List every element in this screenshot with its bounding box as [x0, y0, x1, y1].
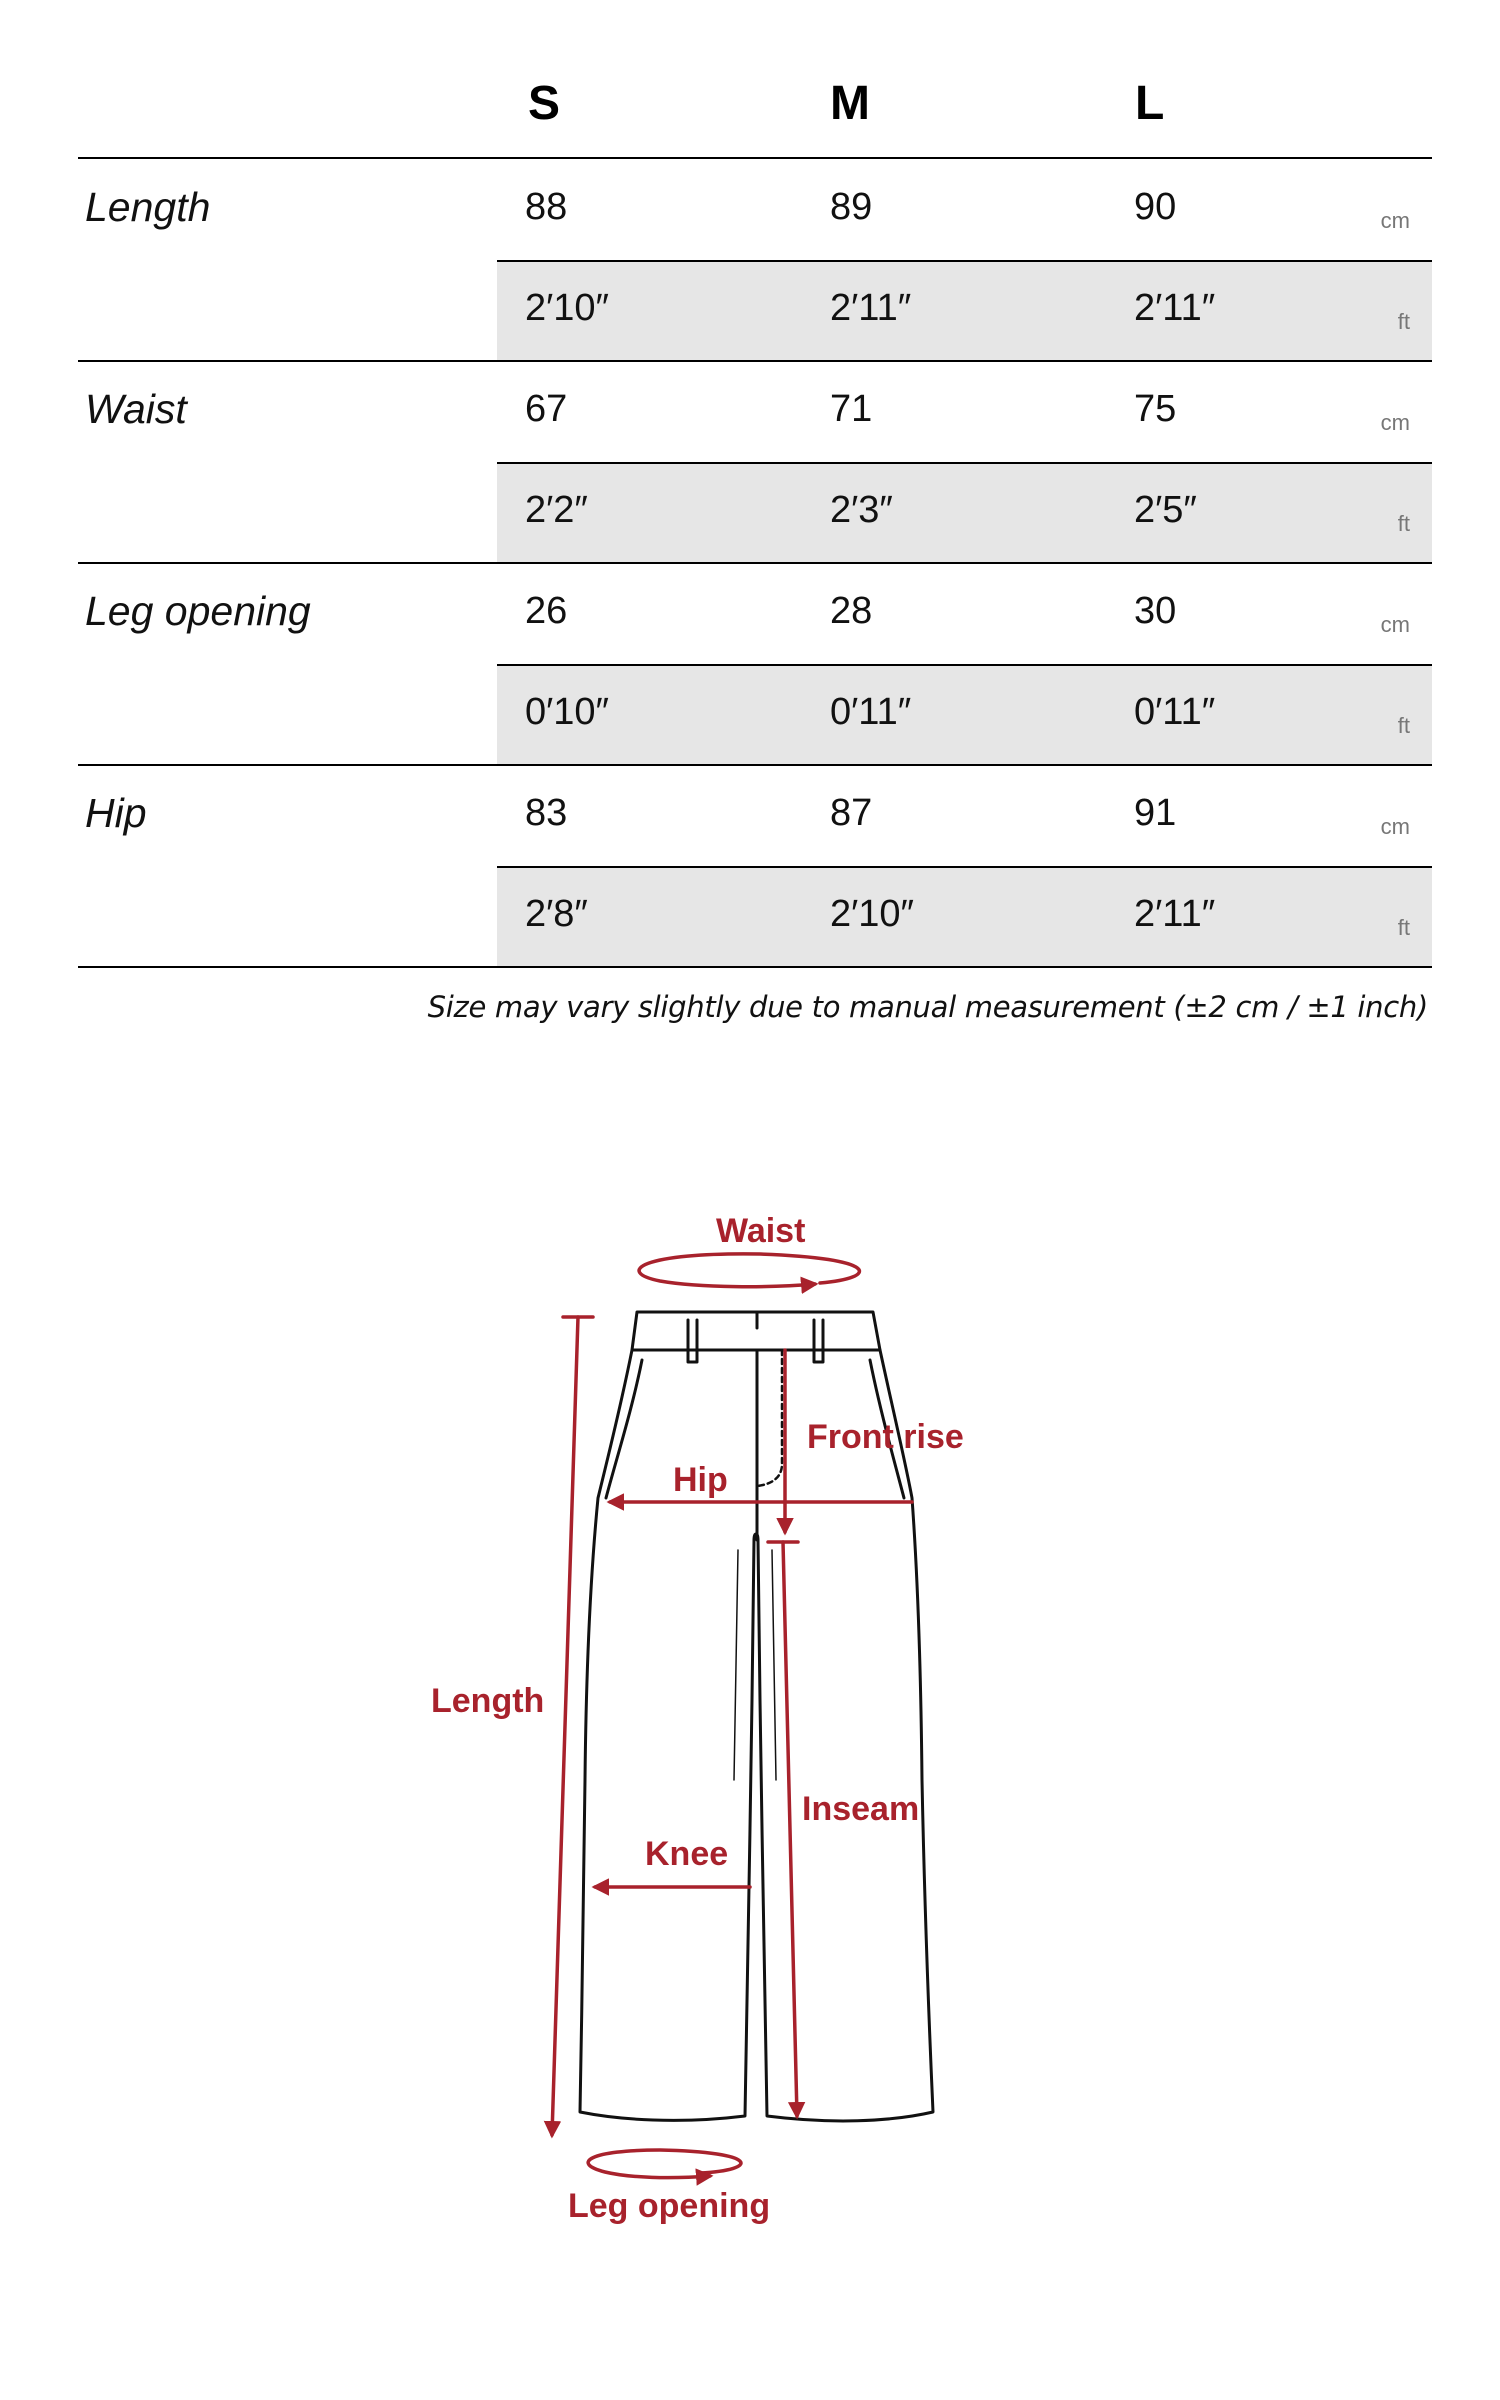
ft-row-band	[497, 867, 1432, 967]
section-divider	[78, 764, 1432, 766]
row-divider	[497, 866, 1432, 868]
cell-leg-opening-l-cm: 30	[1134, 590, 1177, 632]
cell-hip-s-ft: 2′8″	[525, 893, 588, 935]
cell-waist-l-ft: 2′5″	[1134, 489, 1197, 531]
unit-cm: cm	[1380, 410, 1410, 435]
label-length: Length	[431, 1682, 545, 1720]
row-divider	[497, 260, 1432, 262]
unit-ft: ft	[1397, 713, 1410, 738]
ft-row-band	[497, 665, 1432, 765]
measurement-note: Size may vary slightly due to manual measurement (±2 cm / ±1 inch)	[427, 990, 1428, 1024]
cell-length-m-ft: 2′11″	[830, 287, 912, 329]
cell-hip-l-ft: 2′11″	[1134, 893, 1216, 935]
cell-hip-m-cm: 87	[830, 792, 873, 834]
pants-diagram-svg	[0, 1180, 1500, 2260]
cell-waist-s-ft: 2′2″	[525, 489, 588, 531]
cell-length-m-cm: 89	[830, 186, 873, 228]
row-label-hip: Hip	[85, 790, 147, 836]
size-header-s: S	[528, 77, 561, 130]
waist-arrow	[639, 1254, 859, 1287]
cell-length-l-ft: 2′11″	[1134, 287, 1216, 329]
cell-waist-s-cm: 67	[525, 388, 568, 430]
measurement-arrows	[552, 1254, 912, 2178]
cell-leg-opening-s-cm: 26	[525, 590, 568, 632]
length-arrow	[552, 1317, 578, 2135]
cell-length-s-cm: 88	[525, 186, 568, 228]
inseam-arrow	[783, 1542, 797, 2116]
cell-waist-l-cm: 75	[1134, 388, 1177, 430]
left-leg	[580, 1350, 754, 2120]
unit-cm: cm	[1380, 612, 1410, 637]
cell-leg-opening-s-ft: 0′10″	[525, 691, 609, 733]
cell-length-l-cm: 90	[1134, 186, 1177, 228]
size-header-m: M	[830, 77, 870, 130]
row-divider	[497, 462, 1432, 464]
cell-leg-opening-m-ft: 0′11″	[830, 691, 912, 733]
cell-hip-s-cm: 83	[525, 792, 568, 834]
label-knee: Knee	[645, 1835, 729, 1873]
label-front-rise: Front rise	[807, 1418, 964, 1456]
label-hip: Hip	[673, 1461, 728, 1499]
ft-row-band	[497, 261, 1432, 361]
unit-ft: ft	[1397, 309, 1410, 334]
row-divider	[497, 664, 1432, 666]
unit-ft: ft	[1397, 511, 1410, 536]
ft-row-band	[497, 463, 1432, 563]
cell-leg-opening-l-ft: 0′11″	[1134, 691, 1216, 733]
row-label-leg-opening: Leg opening	[85, 588, 311, 634]
section-divider	[78, 360, 1432, 362]
section-divider	[78, 562, 1432, 564]
unit-cm: cm	[1380, 814, 1410, 839]
label-waist: Waist	[716, 1212, 806, 1250]
cell-waist-m-cm: 71	[830, 388, 873, 430]
header-divider	[78, 157, 1432, 159]
unit-ft: ft	[1397, 915, 1410, 940]
leg-opening-arrow	[588, 2150, 741, 2178]
cell-leg-opening-m-cm: 28	[830, 590, 873, 632]
cell-waist-m-ft: 2′3″	[830, 489, 893, 531]
row-label-waist: Waist	[85, 386, 187, 432]
left-pocket	[606, 1360, 642, 1498]
cell-hip-m-ft: 2′10″	[830, 893, 914, 935]
cell-hip-l-cm: 91	[1134, 792, 1177, 834]
pants-measurement-diagram	[0, 1180, 1500, 2260]
cell-length-s-ft: 2′10″	[525, 287, 609, 329]
unit-cm: cm	[1380, 208, 1410, 233]
size-header-l: L	[1135, 77, 1165, 130]
label-inseam: Inseam	[802, 1790, 920, 1828]
table-bottom-border	[78, 966, 1432, 968]
label-leg-opening: Leg opening	[568, 2187, 771, 2225]
row-label-length: Length	[85, 184, 211, 230]
